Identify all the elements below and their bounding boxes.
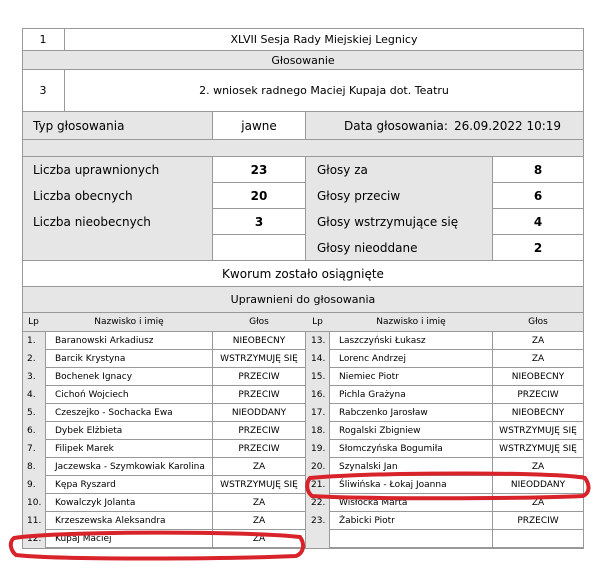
row-lp: 9. — [27, 480, 36, 490]
row-vote: ZA — [531, 336, 545, 346]
votes-for-value: 8 — [533, 162, 543, 177]
row-vote: WSTRZYMUJĘ SIĘ — [220, 354, 298, 364]
row-name: Kupaj Maciej — [55, 534, 112, 544]
row-vote: PRZECIW — [238, 444, 280, 454]
row-vote: ZA — [252, 516, 266, 526]
row-name: Słomczyńska Bogumiła — [339, 444, 443, 454]
row-lp: 8. — [27, 462, 36, 472]
col-name-right: Nazwisko i imię — [376, 317, 446, 327]
row-lp: 20. — [311, 462, 326, 472]
row-name: Szynalski Jan — [339, 462, 398, 472]
eligible-label: Liczba uprawnionych — [33, 162, 160, 177]
row-lp: 16. — [311, 390, 326, 400]
row-vote: ZA — [252, 534, 266, 544]
votes-against-value: 6 — [533, 188, 543, 203]
present-value: 20 — [250, 188, 268, 203]
col-lp-right: Lp — [312, 317, 323, 327]
row-lp: 1. — [27, 336, 36, 346]
row-vote: ZA — [252, 498, 266, 508]
row-lp: 2. — [27, 354, 36, 364]
row-name: Rogalski Zbigniew — [339, 426, 421, 436]
row-vote: NIEODDANY — [510, 480, 566, 490]
row-name: Dybek Elżbieta — [55, 426, 123, 436]
row-vote: PRZECIW — [238, 426, 280, 436]
row-name: Barcik Krystyna — [55, 354, 126, 364]
row-lp: 21. — [311, 480, 326, 490]
row-name: Kępa Ryszard — [55, 480, 116, 490]
session-title: XLVII Sesja Rady Miejskiej Legnicy — [230, 33, 418, 46]
row-name: Żabicki Piotr — [339, 516, 395, 526]
row-lp: 3. — [27, 372, 36, 382]
row-lp: 13. — [311, 336, 326, 346]
row-lp: 5. — [27, 408, 36, 418]
row-vote: PRZECIW — [238, 390, 280, 400]
col-vote-right: Głos — [528, 317, 548, 327]
row-vote: PRZECIW — [517, 390, 559, 400]
row-vote: ZA — [531, 498, 545, 508]
col-lp-left: Lp — [28, 317, 39, 327]
votes-abstain-value: 4 — [533, 214, 543, 229]
vote-date-label: Data głosowania: — [344, 118, 448, 133]
row-name: Pichla Grażyna — [339, 390, 406, 400]
row-vote: PRZECIW — [238, 372, 280, 382]
eligible-header: Uprawnieni do głosowania — [230, 293, 376, 306]
row-lp: 18. — [311, 426, 326, 436]
row-name: Śliwińska - Łokaj Joanna — [339, 480, 447, 490]
votes-abstain-label: Głosy wstrzymujące się — [317, 214, 459, 229]
vote-type-label: Typ głosowania — [33, 118, 125, 133]
row-lp: 4. — [27, 390, 36, 400]
eligible-value: 23 — [250, 162, 268, 177]
row-vote: ZA — [531, 462, 545, 472]
highlight-sliwinska-lokaj — [307, 474, 588, 499]
row-name: Lorenc Andrzej — [339, 354, 406, 364]
row-vote: NIEOBECNY — [511, 372, 565, 382]
absent-label: Liczba nieobecnych — [33, 214, 151, 229]
row-vote: WSTRZYMUJĘ SIĘ — [499, 426, 577, 436]
row-vote: NIEOBECNY — [511, 408, 565, 418]
row-lp: 6. — [27, 426, 36, 436]
present-label: Liczba obecnych — [33, 188, 133, 203]
row-name: Bochenek Ignacy — [55, 372, 133, 382]
row-name: Jaczewska - Szymkowiak Karolina — [55, 462, 205, 472]
motion-number: 3 — [39, 84, 47, 97]
row-name: Filipek Marek — [55, 444, 114, 454]
votes-for-label: Głosy za — [317, 162, 368, 177]
row-lp: 15. — [311, 372, 326, 382]
row-lp: 11. — [27, 516, 42, 526]
row-lp: 23. — [311, 516, 326, 526]
row-lp: 7. — [27, 444, 36, 454]
col-vote-left: Głos — [249, 317, 269, 327]
row-lp: 22. — [311, 498, 326, 508]
row-name: Baranowski Arkadiusz — [55, 336, 154, 346]
row-vote: WSTRZYMUJĘ SIĘ — [220, 480, 298, 490]
motion-title: 2. wniosek radnego Maciej Kupaja dot. Teatru — [199, 84, 449, 97]
section-voting: Głosowanie — [271, 53, 335, 67]
row-vote: WSTRZYMUJĘ SIĘ — [499, 444, 577, 454]
row-name: Kowalczyk Jolanta — [55, 498, 136, 508]
row-name: Wisłocka Marta — [339, 498, 408, 508]
votes-not-cast-label: Głosy nieoddane — [317, 240, 418, 255]
row-lp: 12. — [27, 534, 42, 544]
row-name: Rabczenko Jarosław — [339, 408, 428, 418]
votes-not-cast-value: 2 — [533, 240, 543, 255]
row-name: Czeszejko - Sochacka Ewa — [55, 408, 173, 418]
row-vote: ZA — [531, 354, 545, 364]
row-name: Krzeszewska Aleksandra — [55, 516, 166, 526]
row-vote: PRZECIW — [517, 516, 559, 526]
row-vote: NIEOBECNY — [232, 336, 286, 346]
vote-date-value: 26.09.2022 10:19 — [453, 118, 562, 133]
row-lp: 19. — [311, 444, 326, 454]
row-lp: 10. — [27, 498, 42, 508]
votes-against-label: Głosy przeciw — [317, 188, 401, 203]
col-name-left: Nazwisko i imię — [94, 317, 164, 327]
quorum-status: Kworum zostało osiągnięte — [222, 266, 384, 281]
row-name: Laszczyński Łukasz — [339, 336, 426, 346]
row-name: Cichoń Wojciech — [55, 390, 129, 400]
row-vote: NIEODDANY — [231, 408, 287, 418]
row-lp: 14. — [311, 354, 326, 364]
row-name: Niemiec Piotr — [339, 372, 399, 382]
row-vote: ZA — [252, 462, 266, 472]
vote-type-value: jawne — [241, 118, 277, 133]
absent-value: 3 — [254, 214, 264, 229]
session-number: 1 — [39, 33, 47, 46]
row-lp: 17. — [311, 408, 326, 418]
highlight-kupaj-maciej — [11, 533, 303, 559]
